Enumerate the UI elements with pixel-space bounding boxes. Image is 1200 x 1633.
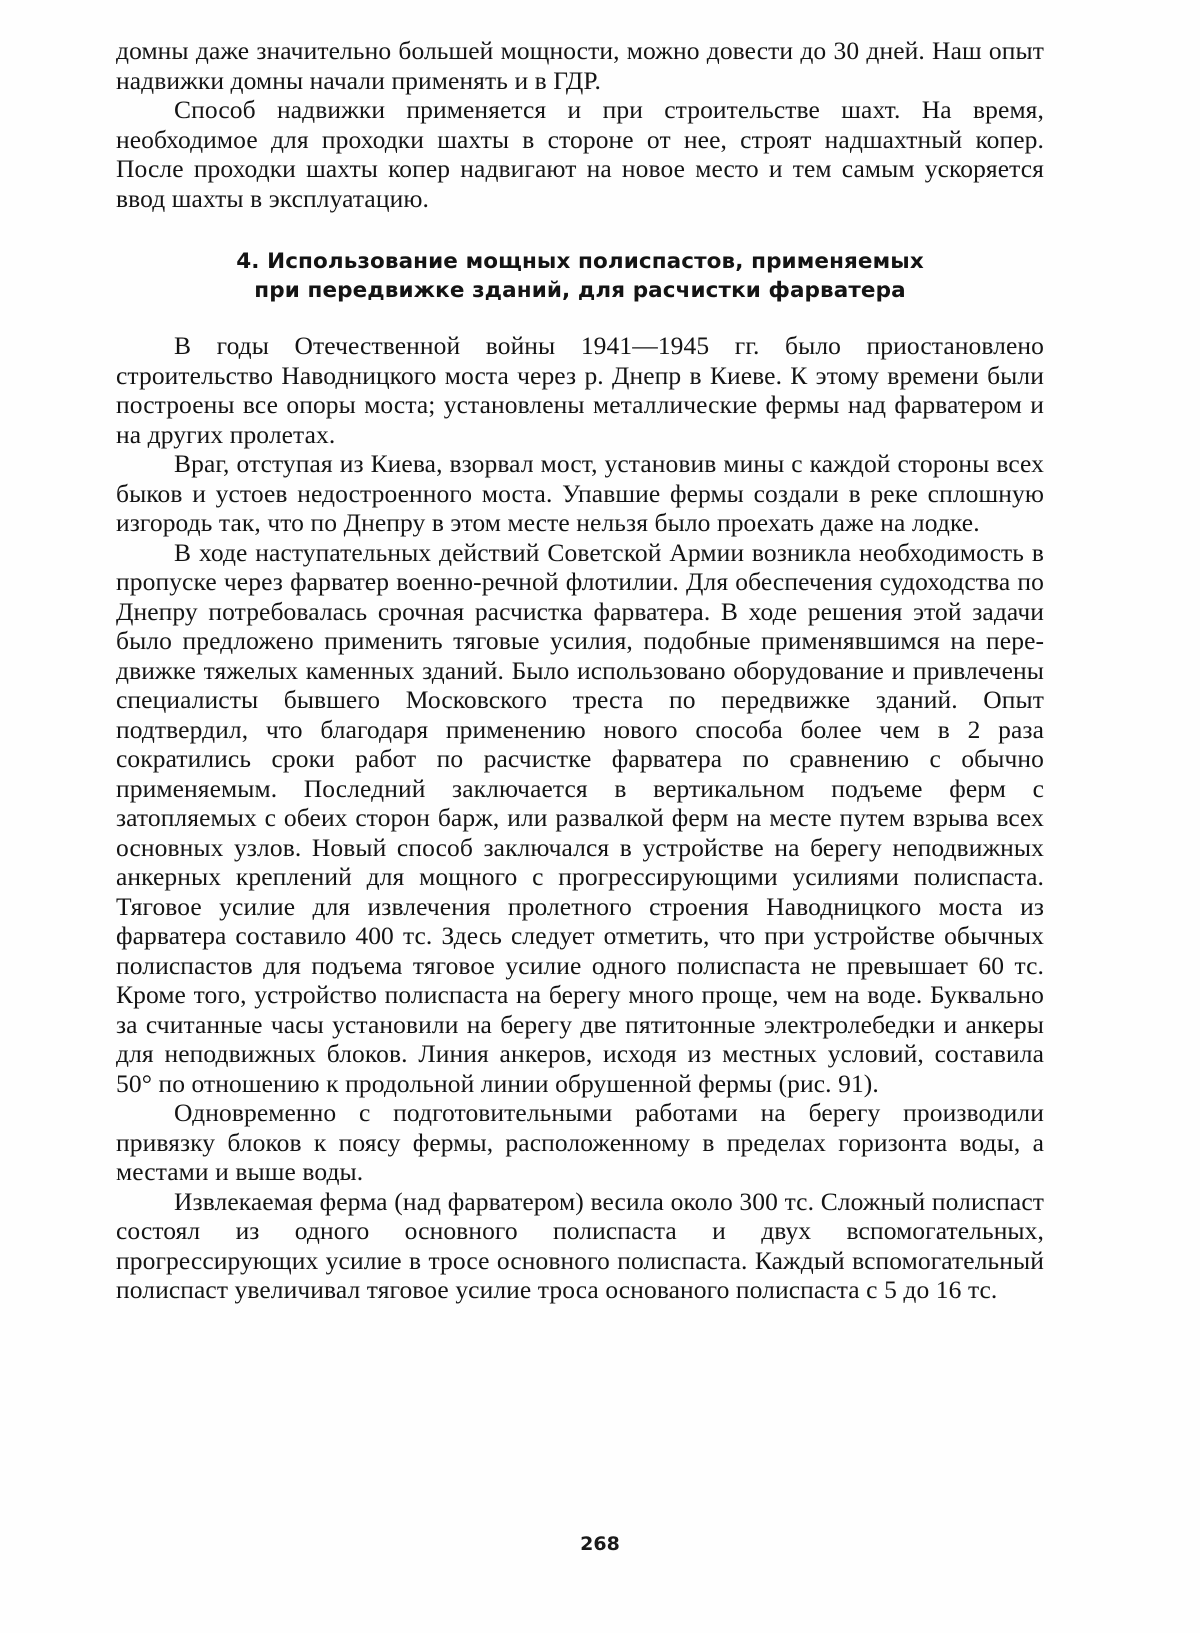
paragraph-block-tying: Одновременно с подготовительными работами на берегу производили привязку блоков к поясу фермы, расположенному в пределах горизонта воды, а местами и выше воды. [116,1098,1044,1186]
section-heading-line-1: 4. Использование мощных полиспастов, применяемых [236,249,924,274]
paragraph-continuation: домны даже значительно большей мощности, можно довести до 30 дней. Наш опыт надвижки домны начали применять и в ГДР. [116,36,1044,95]
page-number: 268 [580,1533,620,1555]
text-column [116,36,1044,1305]
section-heading [116,247,1044,305]
paragraph-shaft-construction: Способ надвижки применяется и при строительстве шахт. На время, необходимое для проходки шахты в стороне от нее, строят надшахтный копер. После проходки шахты копер надвигают на новое место и тем самым ускоряется ввод шахты в эксплуатацию. [116,95,1044,213]
paragraph-truss-weight: Извлекаемая ферма (над фарватером) весила около 300 тс. Сложный полиспаст состоял из одного основного полиспаста и двух вспомогательных, прогрессирующих усилие в тросе основного полиспаста. Каждый вспомогательный полиспаст увеличивал тяговое усилие троса основаного полиспаста с 5 до 16 тс. [116,1186,1044,1304]
paragraph-enemy-retreat: Враг, отступая из Киева, взорвал мост, установив мины с каждой стороны всех быков и устоев недостроенного моста. Упавшие фермы создали в реке сплошную изгородь так, что по Днепру в этом месте нельзя было проехать даже на лодке. [116,449,1044,537]
section-heading-line-2: при передвижке зданий, для расчистки фарватера [254,278,906,303]
paragraph-war-years: В годы Отечественной войны 1941—1945 гг. было приостановлено строительство Наводницкого моста через р. Днепр в Киеве. К этому времени были построены все опоры моста; установлены металлические фермы над фарватером и на других пролетах. [116,331,1044,449]
paragraph-fairway-clearing: В ходе наступательных действий Советской Армии возникла необходимость в пропуске через фарватер военно-речной флотилии. Для обеспечения судоходства по Днепру потребовалась срочная расчистка фарватера. В ходе решения этой задачи было предложено применить тяговые усилия, подобные применявшимся на передвижке тяжелых каменных зданий. Было использовано оборудование и привлечены специалисты бывшего Московского треста по передвижке зданий. Опыт подтвердил, что благодаря применению нового способа более чем в 2 раза сократились сроки работ по расчистке фарватера по сравнению с обычно применяемым. Последний заключается в вертикальном подъеме ферм с затопляемых с обеих сторон барж, или развалкой ферм на месте путем взрыва всех основных узлов. Новый способ заключался в устройстве на берегу неподвижных анкерных креплений для мощного с прогрессирующими усилиями полиспаста. Тяговое усилие для извлечения пролетного строения Наводницкого моста из фарватера составило 400 тс. Здесь следует отметить, что при устройстве обычных полиспастов для подъема тяговое усилие одного полиспаста не превышает 60 тс. Кроме того, устройство полиспаста на берегу много проще, чем на воде. Буквально за считанные часы установили на берегу две пятитонные электролебедки и анкеры для неподвижных блоков. Линия анкеров, исходя из местных условий, составила 50° по отношению к продольной линии обрушенной фермы (рис. 91). [116,537,1044,1098]
